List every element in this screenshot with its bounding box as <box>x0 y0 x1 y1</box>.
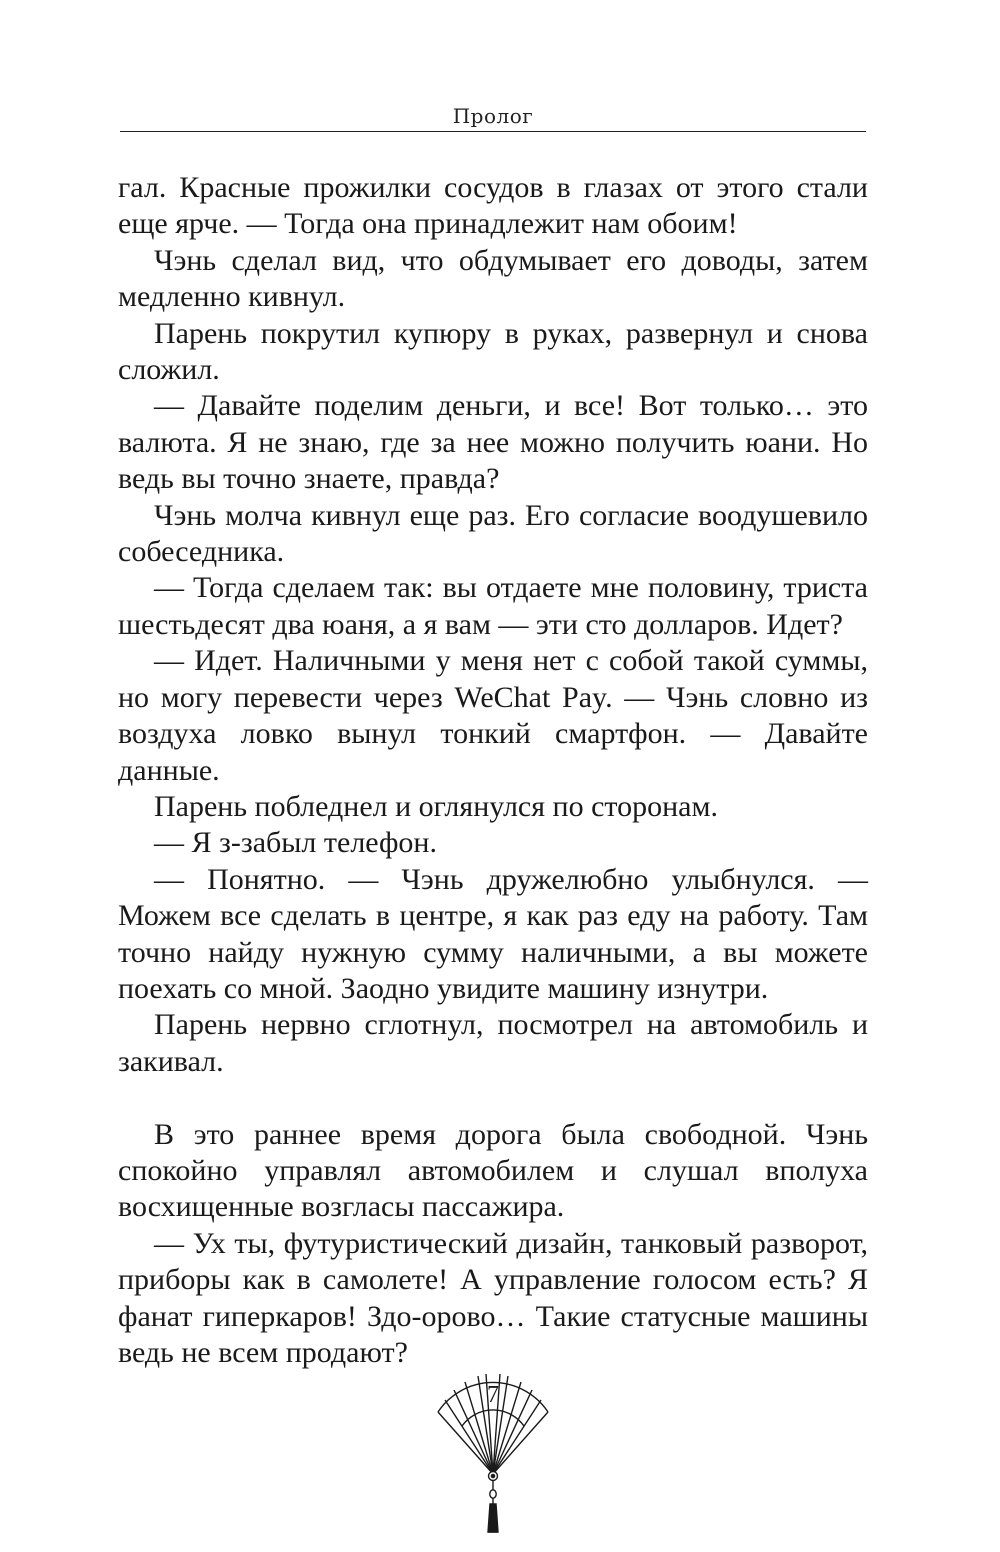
paragraph: — Идет. Наличными у меня нет с собой такой суммы, но могу перевести через WeChat Pay. — Чэнь словно из воздуха ловко вынул тонкий смартфон. — Давайте данные. <box>118 644 868 787</box>
running-title: Пролог <box>452 104 534 128</box>
paragraph: — Давайте поделим деньги, и все! Вот только… это валюта. Я не знаю, где за нее можно получить юани. Но ведь вы точно знаете, правда? <box>118 389 868 496</box>
paragraph: Чэнь молча кивнул еще раз. Его согласие воодушевило собеседника. <box>118 498 868 569</box>
body-text <box>118 170 868 1371</box>
paragraph: Парень покрутил купюру в руках, развернул и снова сложил. <box>118 316 868 387</box>
paragraph: Парень побледнел и оглянулся по сторонам. <box>154 789 718 823</box>
paragraph: — Тогда сделаем так: вы отдаете мне половину, триста шестьдесят два юаня, а я вам — эти сто долларов. Идет? <box>118 571 868 641</box>
paragraph: — Понятно. — Чэнь дружелюбно улыбнулся. — Можем все сделать в центре, я как раз еду на работу. Там точно найду нужную сумму наличными, а вы можете поехать со мной. Заодно увидите машину изнутри. <box>118 862 868 1005</box>
header-rule <box>120 131 866 132</box>
paragraph: Чэнь сделал вид, что обдумывает его доводы, затем медленно кивнул. <box>118 243 868 314</box>
section-start-paragraph: В это раннее время дорога была свободной. Чэнь спокойно управлял автомобилем и слушал вполуха восхищенные возгласы пассажира. <box>118 1117 868 1224</box>
paragraph: — Я з-забыл телефон. <box>154 826 437 860</box>
page-number: 7 <box>487 1382 499 1408</box>
paragraph: гал. Красные прожилки сосудов в глазах от этого стали еще ярче. — Тогда она принадлежит нам обоим! <box>118 171 868 241</box>
paragraph: — Ух ты, футуристический дизайн, танковый разворот, приборы как в самолете! А управление голосом есть? Я фанат гиперкаров! Здо-орово… Такие статусные машины ведь не всем продают? <box>118 1226 868 1369</box>
paragraph: Парень нервно сглотнул, посмотрел на автомобиль и закивал. <box>118 1008 868 1078</box>
